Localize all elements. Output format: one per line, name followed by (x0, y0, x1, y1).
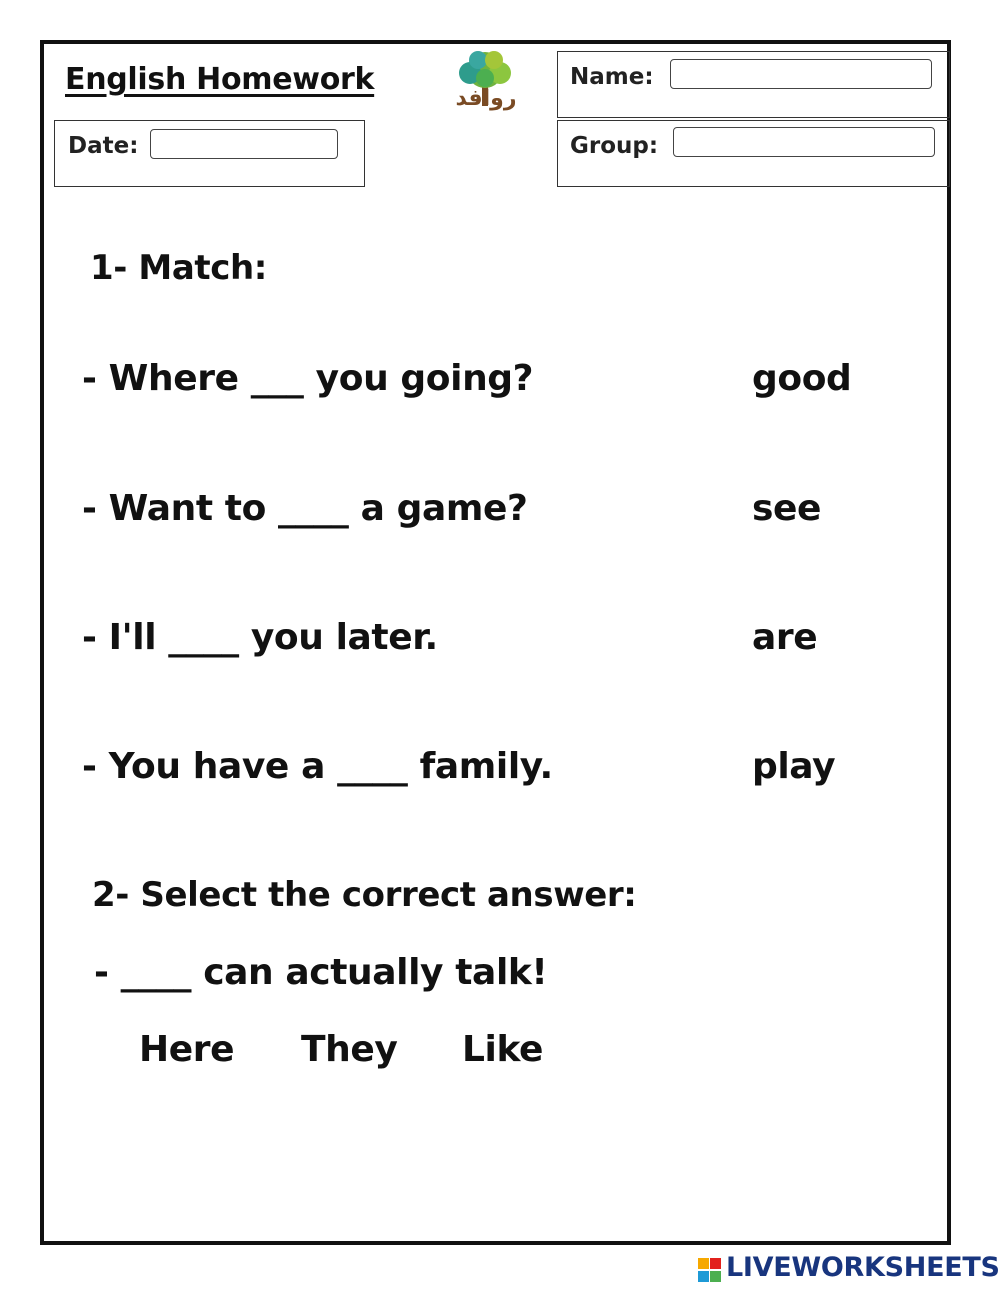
footer-brand: LIVEWORKSHEETS (726, 1252, 1000, 1283)
match-item-2: - Want to ____ a game? (82, 488, 528, 529)
group-field[interactable] (673, 127, 935, 157)
date-field[interactable] (150, 129, 338, 159)
match-option-1[interactable]: good (752, 358, 852, 399)
match-option-2[interactable]: see (752, 488, 822, 529)
match-item-1: - Where ___ you going? (82, 358, 534, 399)
select-question: - ____ can actually talk! (94, 952, 548, 993)
group-label: Group: (570, 133, 659, 159)
match-item-4: - You have a ____ family. (82, 746, 553, 787)
page-title: English Homework (65, 62, 375, 97)
section-2-heading: 2- Select the correct answer: (92, 875, 637, 915)
name-field[interactable] (670, 59, 932, 89)
date-label: Date: (68, 133, 139, 159)
match-item-3: - I'll ____ you later. (82, 617, 438, 658)
name-label: Name: (570, 64, 654, 90)
choice-they[interactable]: They (301, 1029, 398, 1070)
logo-text: روافد (455, 86, 517, 111)
section-1-heading: 1- Match: (90, 248, 267, 288)
match-option-4[interactable]: play (752, 746, 836, 787)
choice-like[interactable]: Like (462, 1029, 544, 1070)
choice-here[interactable]: Here (139, 1029, 235, 1070)
match-option-3[interactable]: are (752, 617, 818, 658)
liveworksheets-logo-icon (697, 1254, 723, 1286)
